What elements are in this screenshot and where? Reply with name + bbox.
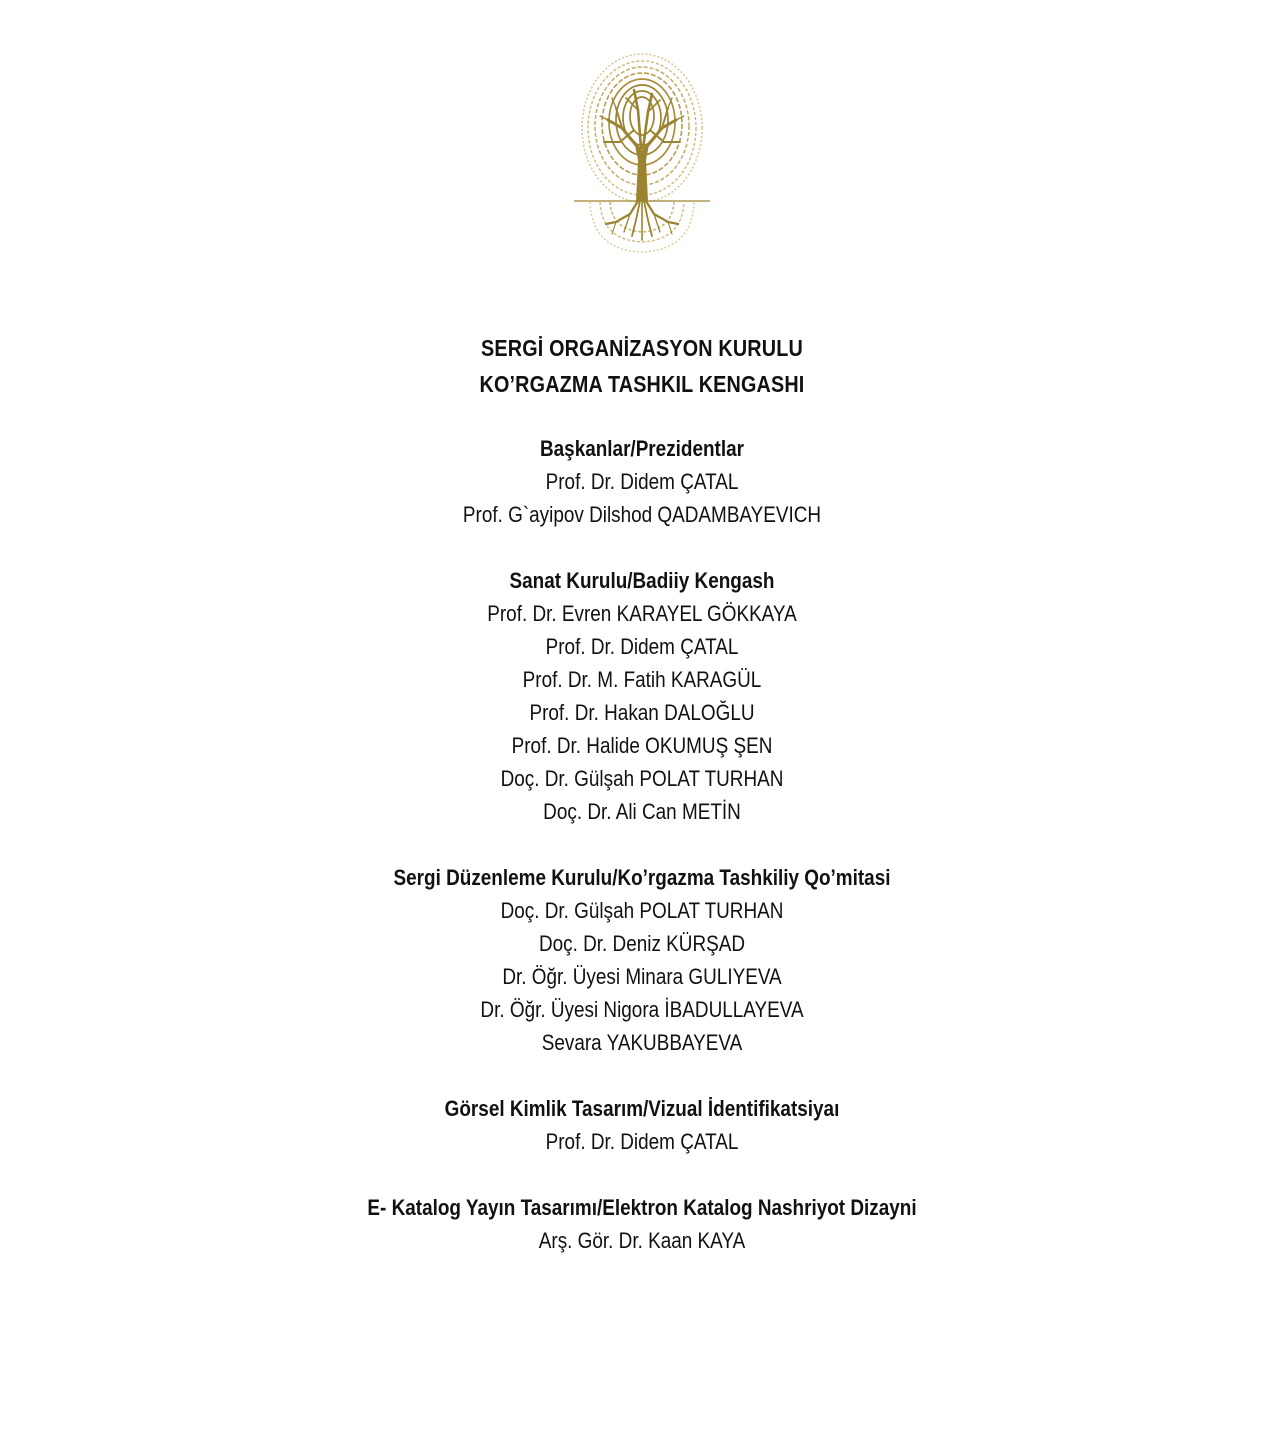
section-heading: Başkanlar/Prezidentlar bbox=[539, 436, 745, 461]
member-name: Dr. Öğr. Üyesi Nigora İBADULLAYEVA bbox=[480, 997, 804, 1022]
member-name: Sevara YAKUBBAYEVA bbox=[541, 1030, 743, 1055]
member-list bbox=[0, 1125, 1284, 1158]
logo-graphic bbox=[572, 50, 712, 255]
section-ecatalog-design bbox=[0, 1191, 1284, 1257]
tree-thumbprint-logo bbox=[572, 50, 712, 255]
section-visual-identity bbox=[0, 1092, 1284, 1158]
member-list bbox=[0, 465, 1284, 531]
member-name: Prof. Dr. Didem ÇATAL bbox=[545, 469, 739, 494]
member-name: Prof. Dr. Halide OKUMUŞ ŞEN bbox=[511, 733, 773, 758]
title-uzbek: KO’RGAZMA TASHKIL KENGASHI bbox=[479, 371, 805, 397]
member-name: Arş. Gör. Dr. Kaan KAYA bbox=[538, 1228, 746, 1253]
member-name: Dr. Öğr. Üyesi Minara GULIYEVA bbox=[502, 964, 782, 989]
title-block bbox=[0, 330, 1284, 402]
member-name: Prof. Dr. Evren KARAYEL GÖKKAYA bbox=[487, 601, 797, 626]
section-presidents bbox=[0, 432, 1284, 531]
member-list bbox=[0, 597, 1284, 828]
member-name: Doç. Dr. Gülşah POLAT TURHAN bbox=[500, 898, 784, 923]
member-name: Doç. Dr. Deniz KÜRŞAD bbox=[538, 931, 746, 956]
member-list bbox=[0, 1224, 1284, 1257]
member-name: Prof. Dr. M. Fatih KARAGÜL bbox=[522, 667, 762, 692]
title-turkish: SERGİ ORGANİZASYON KURULU bbox=[481, 335, 803, 361]
member-name: Prof. Dr. Didem ÇATAL bbox=[545, 634, 739, 659]
member-name: Doç. Dr. Gülşah POLAT TURHAN bbox=[500, 766, 784, 791]
section-heading: Görsel Kimlik Tasarım/Vizual İdentifikatsiyaı bbox=[444, 1096, 840, 1121]
section-art-committee bbox=[0, 564, 1284, 828]
member-list bbox=[0, 894, 1284, 1059]
organization-committee-document bbox=[0, 330, 1284, 1290]
member-name: Doç. Dr. Ali Can METİN bbox=[543, 799, 741, 824]
member-name: Prof. G`ayipov Dilshod QADAMBAYEVICH bbox=[462, 502, 822, 527]
section-heading: Sergi Düzenleme Kurulu/Ko’rgazma Tashkiliy Qo’mitasi bbox=[393, 865, 891, 890]
section-heading: Sanat Kurulu/Badiiy Kengash bbox=[509, 568, 775, 593]
member-name: Prof. Dr. Hakan DALOĞLU bbox=[529, 700, 755, 725]
member-name: Prof. Dr. Didem ÇATAL bbox=[545, 1129, 739, 1154]
section-organizing-committee bbox=[0, 861, 1284, 1059]
section-heading: E- Katalog Yayın Tasarımı/Elektron Katalog Nashriyot Dizayni bbox=[367, 1195, 917, 1220]
